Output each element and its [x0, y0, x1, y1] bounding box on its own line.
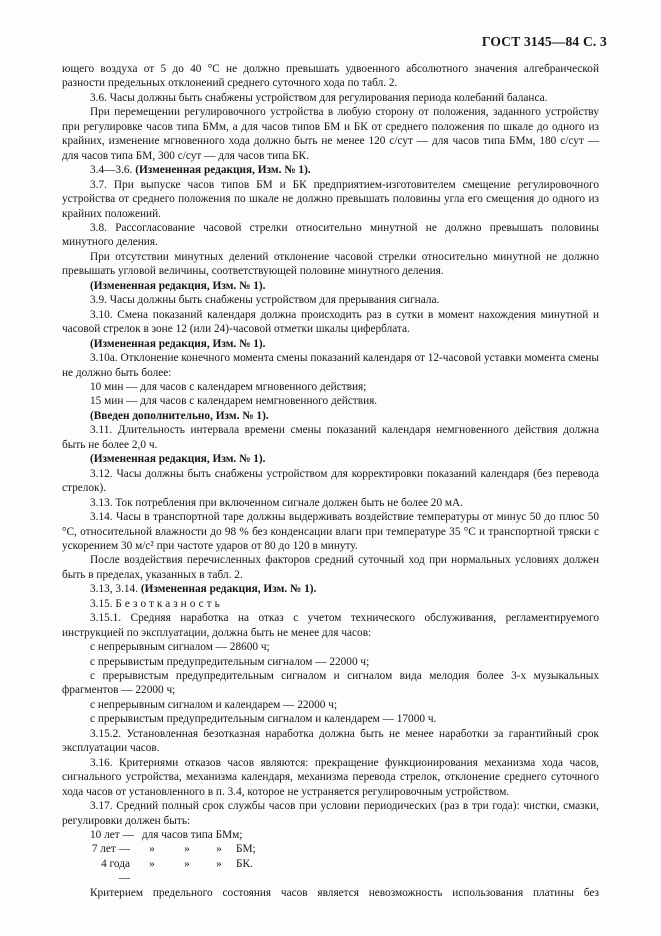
- amendment-note: (Измененная редакция, Изм. № 1).: [90, 279, 266, 292]
- paragraph: 3.10. Смена показаний календаря должна происходить раз в сутки в момент нахождения минутной и часовой стрелок в зоне 12 (или 24)-часовой отметки шкалы циферблата.: [62, 308, 599, 336]
- paragraph: 3.9. Часы должны быть снабжены устройством для прерывания сигнала.: [90, 294, 440, 307]
- amendment-note: 3.4—3.6. (Измененная редакция, Изм. № 1).: [90, 164, 311, 177]
- paragraph: 3.6. Часы должны быть снабжены устройством для регулирования периода колебаний баланса.: [90, 91, 548, 104]
- paragraph: 3.15.2. Установленная безотказная наработка должна быть не менее наработки за гарантийный срок эксплуатации часов.: [62, 727, 599, 755]
- paragraph: 3.14. Часы в транспортной таре должны выдерживать воздействие температуры от минус 50 до плюс 50 °С, относительной влажности до 98 % без конденсации влаги при температуре 35 °С и транспортной тряски с ускорением 30 м/с² при частоте ударов от 80 до 120 в минуту.: [62, 511, 599, 552]
- paragraph: с непрерывным сигналом и календарем — 22000 ч;: [90, 698, 338, 711]
- paragraph: 3.10а. Отклонение конечного момента смены показаний календаря от 12-часовой уставки момента смены не должно быть более:: [62, 352, 599, 379]
- paragraph: После воздействия перечисленных факторов средний суточный ход при нормальных условиях должен быть в пределах, указанных в табл. 2.: [62, 554, 599, 581]
- service-life-row: 7 лет — » » » БМ;: [91, 843, 256, 856]
- paragraph: 3.12. Часы должны быть снабжены устройством для корректировки показаний календаря (без перевода стрелок).: [62, 467, 599, 495]
- paragraph: 3.13. Ток потребления при включенном сигнале должен быть не более 20 мА.: [90, 496, 464, 509]
- service-life-row: 4 года — » » » БК.: [101, 857, 253, 885]
- paragraph: 3.15.1. Средняя наработка на отказ с учетом технического обслуживания, регламентируемого инструкцией по эксплуатации, должна быть не менее для часов:: [62, 612, 599, 639]
- amendment-note: (Введен дополнительно, Изм. № 1).: [90, 409, 269, 422]
- page-header: ГОСТ 3145—84 С. 3: [481, 34, 607, 49]
- paragraph: 3.8. Рассогласование часовой стрелки относительно минутной не должно превышать половины минутного деления.: [62, 221, 599, 249]
- paragraph: 3.7. При выпуске часов типов БМ и БК предприятием-изготовителем смещение регулировочного устройства от среднего положения по шкале не должно превышать половины угла его смещения до одного из крайних положений.: [62, 178, 599, 220]
- service-life-row: 10 лет — для часов типа БМм;: [90, 829, 243, 842]
- paragraph: с непрерывным сигналом — 28600 ч;: [90, 641, 270, 654]
- paragraph: с прерывистым предупредительным сигналом и календарем — 17000 ч.: [90, 713, 437, 726]
- document-body: [62, 62, 599, 900]
- paragraph: 10 мин — для часов с календарем мгновенного действия;: [90, 380, 367, 393]
- amendment-note: (Измененная редакция, Изм. № 1).: [90, 337, 266, 350]
- paragraph: ющего воздуха от 5 до 40 °С не должно превышать удвоенного абсолютного значения алгебраической разности предельных отклонений среднего суточного хода по табл. 2.: [62, 63, 599, 90]
- amendment-note: 3.13, 3.14. (Измененная редакция, Изм. № 1).: [90, 583, 317, 596]
- paragraph: При перемещении регулировочного устройства в любую сторону от положения, заданного устройству при регулировке часов типа БМм, а для часов типов БМ и БК от среднего положения по шкале до одного из крайних, изменение мгновенного хода должно быть не менее 120 с/сут — для часов типа БМм, 180 с/сут — для часов типа БМ, 300 с/сут — для часов типа БК.: [62, 106, 599, 162]
- amendment-note: (Измененная редакция, Изм. № 1).: [90, 453, 266, 466]
- paragraph: с прерывистым предупредительным сигналом — 22000 ч;: [90, 655, 370, 668]
- paragraph: Критерием предельного состояния часов является невозможность использования платины без: [90, 886, 599, 899]
- paragraph: При отсутствии минутных делений отклонение часовой стрелки относительно минутной не должно превышать угловой величины, соответствующей половине минутного деления.: [62, 250, 599, 278]
- paragraph: с прерывистым предупредительным сигналом и сигналом вида мелодия более 3-х музыкальных фрагментов — 22000 ч;: [62, 670, 599, 697]
- paragraph: 3.17. Средний полный срок службы часов при условии периодических (раз в три года): чистки, смазки, регулировки должен быть:: [62, 800, 599, 827]
- paragraph: 3.11. Длительность интервала времени смены показаний календаря немгновенного действия должна быть не более 2,0 ч.: [62, 424, 599, 451]
- paragraph: 15 мин — для часов с календарем немгновенного действия.: [90, 395, 378, 408]
- paragraph: 3.16. Критериями отказов часов являются: прекращение функционирования механизма хода часов, сигнального устройства, механизма календаря, механизма перевода стрелок, отклонение среднего суточного хода часов от установленного в п. 3.4, которое не устраняется регулировочным устройством.: [62, 756, 599, 798]
- section-heading: 3.15. Безотказность: [90, 597, 223, 610]
